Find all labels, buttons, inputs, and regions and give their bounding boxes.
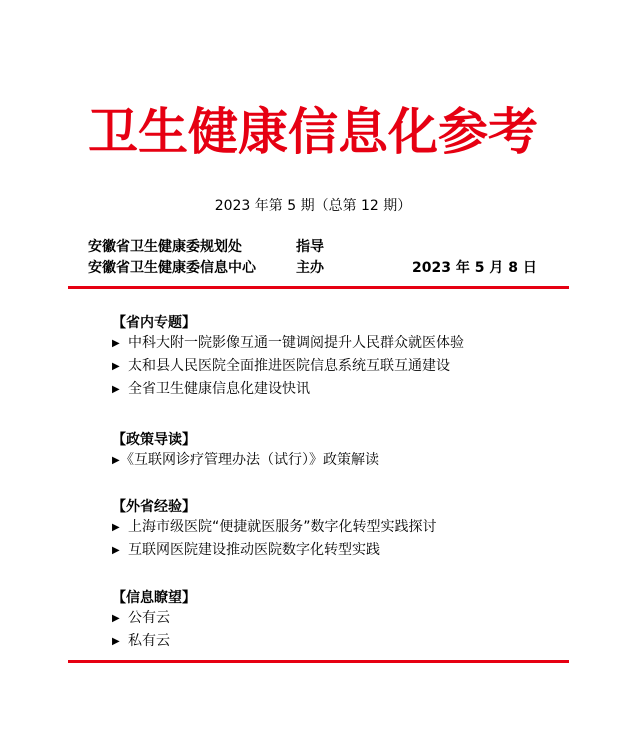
list-item[interactable] [112, 379, 464, 402]
triangle-bullet-icon: ▶ [112, 338, 120, 349]
list-item[interactable] [112, 608, 196, 631]
publication-title: 卫生健康信息化参考 [88, 102, 538, 161]
item-label: 公有云 [128, 610, 170, 626]
triangle-bullet-icon: ▶ [112, 384, 120, 395]
organizer-role: 指导 [296, 239, 324, 255]
triangle-bullet-icon: ▶ [112, 636, 120, 647]
triangle-bullet-icon: ▶ [112, 522, 120, 533]
section-policy [112, 430, 379, 473]
organizer-name: 安徽省卫生健康委信息中心 [88, 260, 256, 276]
triangle-bullet-icon: ▶ [112, 361, 120, 372]
organizer-name: 安徽省卫生健康委规划处 [88, 239, 242, 255]
item-label: 中科大附一院影像互通一键调阅提升人民群众就医体验 [128, 335, 464, 351]
item-label: 上海市级医院“便捷就医服务”数字化转型实践探讨 [128, 519, 437, 535]
list-item[interactable] [112, 356, 464, 379]
organizer-role: 主办 [296, 260, 324, 276]
section-heading: 【省内专题】 [112, 315, 196, 331]
triangle-bullet-icon: ▶ [112, 455, 120, 466]
item-label: 《互联网诊疗管理办法（试行）》政策解读 [120, 452, 379, 468]
section-heading: 【外省经验】 [112, 499, 196, 515]
organizer-row [88, 258, 537, 278]
list-item[interactable] [112, 631, 196, 654]
organizer-row [88, 237, 412, 257]
issue-number: 2023 年第 5 期（总第 12 期） [214, 198, 412, 214]
list-item[interactable] [112, 333, 464, 356]
triangle-bullet-icon: ▶ [112, 545, 120, 556]
list-item[interactable] [112, 450, 379, 473]
item-label: 互联网医院建设推动医院数字化转型实践 [128, 542, 380, 558]
top-divider [68, 286, 569, 289]
section-heading: 【信息瞭望】 [112, 590, 196, 606]
bottom-divider [68, 660, 569, 663]
item-label: 太和县人民医院全面推进医院信息系统互联互通建设 [128, 358, 450, 374]
section-provincial [112, 313, 464, 402]
publish-date: 2023 年 5 月 8 日 [412, 260, 537, 276]
item-label: 全省卫生健康信息化建设快讯 [128, 381, 310, 397]
item-label: 私有云 [128, 633, 170, 649]
list-item[interactable] [112, 540, 437, 563]
section-heading: 【政策导读】 [112, 432, 196, 448]
triangle-bullet-icon: ▶ [112, 613, 120, 624]
list-item[interactable] [112, 517, 437, 540]
section-other-provinces [112, 497, 437, 563]
section-outlook [112, 588, 196, 654]
